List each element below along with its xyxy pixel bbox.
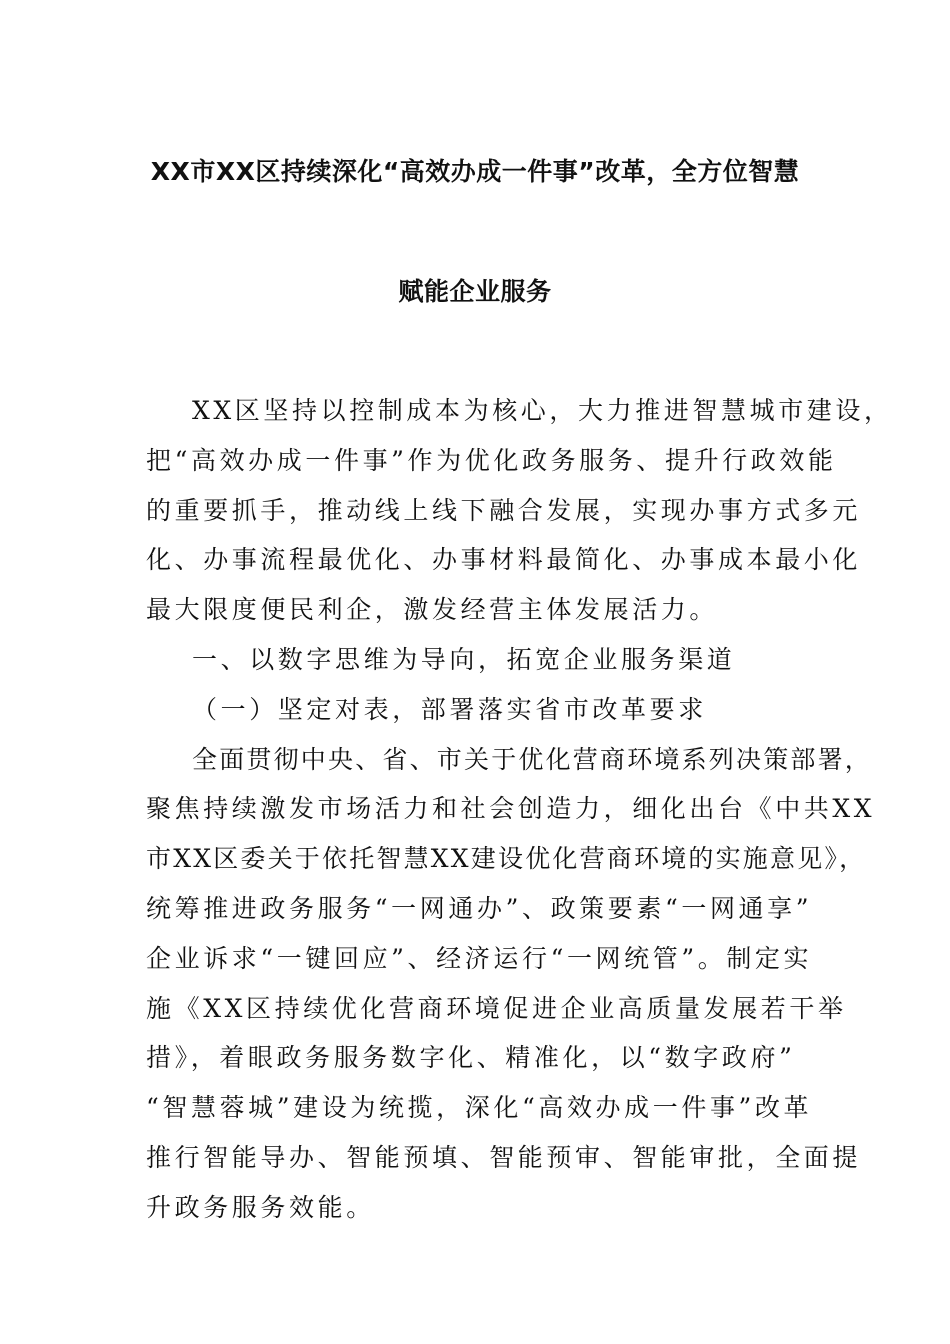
paragraph-2-line-7: 措》，着眼政务服务数字化、精准化，以“数字政府” <box>146 1043 796 1073</box>
document-body <box>146 386 893 1233</box>
paragraph-2-line-9: 推行智能导办、智能预填、智能预审、智能审批，全面提 <box>146 1142 862 1172</box>
section-heading-1: 一、以数字思维为导向，拓宽企业服务渠道 <box>192 644 736 674</box>
subsection-heading-1: （一）坚定对表，部署落实省市改革要求 <box>192 694 707 724</box>
paragraph-2-line-4: 统筹推进政务服务“一网通办”、政策要素“一网通享” <box>146 893 813 923</box>
paragraph-2-line-10: 升政务服务效能。 <box>146 1192 375 1222</box>
paragraph-2-line-1: 全面贯彻中央、省、市关于优化营商环境系列决策部署， <box>192 744 873 774</box>
paragraph-1-line-1: XX区坚持以控制成本为核心，大力推进智慧城市建设， <box>192 396 893 425</box>
paragraph-1-line-5: 最大限度便民利企，激发经营主体发展活力。 <box>146 595 719 625</box>
document-title-line-1: XX市XX区持续深化“高效办成一件事”改革，全方位智慧 <box>150 157 800 186</box>
paragraph-1-line-4: 化、办事流程最优化、办事材料最简化、办事成本最小化 <box>146 545 862 575</box>
paragraph-2-line-6: 施《XX区持续优化营商环境促进企业高质量发展若干举 <box>146 993 847 1023</box>
document-title-line-2: 赋能企业服务 <box>398 277 552 306</box>
paragraph-2-line-3: 市XX区委关于依托智慧XX建设优化营商环境的实施意见》， <box>146 844 867 874</box>
paragraph-1-line-3: 的重要抓手，推动线上线下融合发展，实现办事方式多元 <box>146 495 862 525</box>
paragraph-1-line-2: 把“高效办成一件事”作为优化政务服务、提升行政效能 <box>146 445 837 475</box>
paragraph-2-line-8: “智慧蓉城”建设为统揽，深化“高效办成一件事”改革 <box>146 1093 813 1123</box>
paragraph-2-line-5: 企业诉求“一键回应”、经济运行“一网统管”。制定实 <box>146 943 813 973</box>
paragraph-2-line-2: 聚焦持续激发市场活力和社会创造力，细化出台《中共XX <box>146 794 876 824</box>
